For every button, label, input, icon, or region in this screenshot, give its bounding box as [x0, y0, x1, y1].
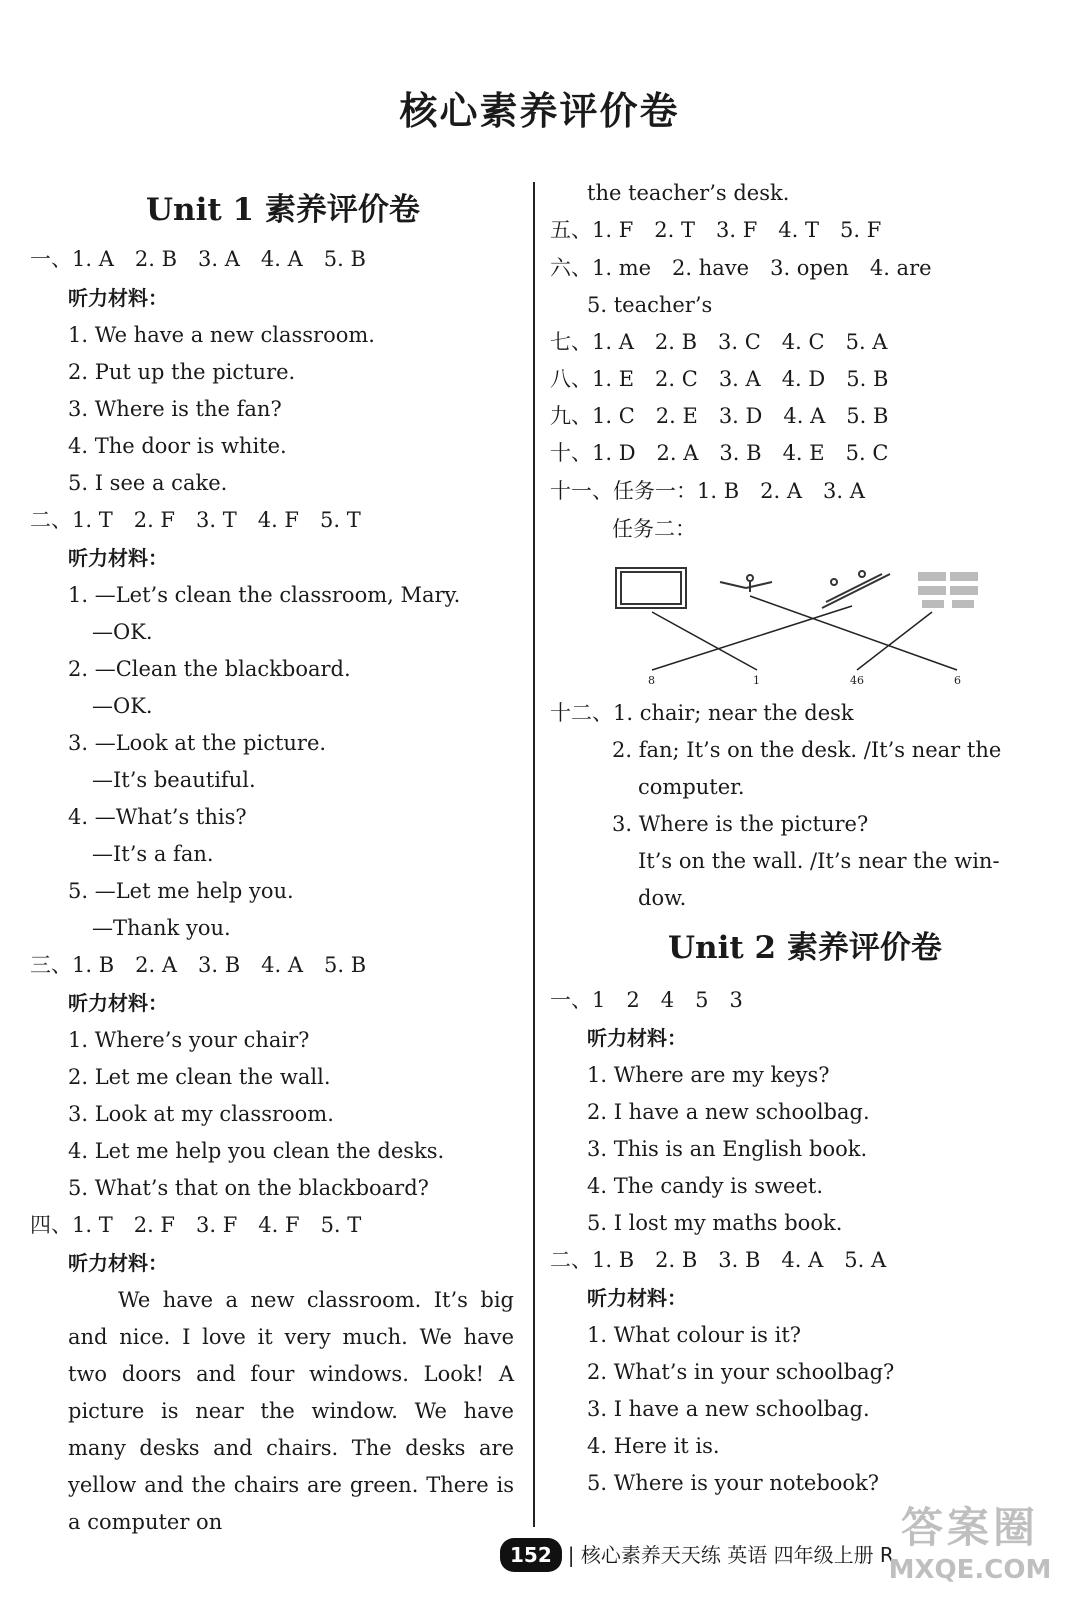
script-line: 4. —What’s this? — [68, 805, 247, 829]
script-line: 2. Put up the picture. — [68, 360, 296, 384]
page-number: 152 — [500, 1538, 562, 1572]
u1-q7-answers — [550, 327, 887, 357]
q-label: 一、 — [550, 988, 592, 1012]
page-footer — [500, 1538, 894, 1572]
listening-label: 听力材料： — [68, 286, 168, 310]
u1-q12-line2: 2. fan; It’s on the desk. /It’s near the — [612, 738, 1002, 762]
faded-object-icon — [918, 572, 978, 608]
q-label: 一、 — [30, 247, 72, 271]
script-line: 1. We have a new classroom. — [68, 323, 375, 347]
script-line: 5. Where is your notebook? — [587, 1471, 880, 1495]
answer-text: 1. T 2. F 3. F 4. F 5. T — [72, 1213, 362, 1237]
u1-q12-line4: 3. Where is the picture? — [612, 812, 869, 836]
q-label: 五、 — [550, 218, 592, 242]
script-line: 4. The candy is sweet. — [587, 1174, 824, 1198]
script-line: 2. Let me clean the wall. — [68, 1065, 331, 1089]
q-label: 六、 — [550, 256, 592, 280]
answer-text: 1. F 2. T 3. F 4. T 5. F — [592, 218, 882, 242]
watermark-logo: 答案圈 — [900, 1503, 1039, 1552]
script-line: 3. Where is the fan? — [68, 397, 282, 421]
u1-q4-answers — [30, 1210, 361, 1240]
q-label: 十二、 — [550, 701, 613, 725]
answer-text: 1. B 2. B 3. B 4. A 5. A — [592, 1248, 887, 1272]
answer-text: 1. T 2. F 3. T 4. F 5. T — [72, 508, 361, 532]
watermark-url: MXQE.COM — [888, 1555, 1052, 1585]
answer-text: 1. D 2. A 3. B 4. E 5. C — [592, 441, 889, 465]
answer-text: 1 2 4 5 3 — [592, 988, 743, 1012]
listening-label: 听力材料： — [587, 1286, 687, 1310]
figure-label: 8 — [648, 674, 655, 687]
watermark — [870, 1500, 1070, 1595]
u1-q1-answers — [30, 244, 366, 274]
listening-label: 听力材料： — [68, 546, 168, 570]
listening-passage: We have a new classroom. It’s big and nice. I love it very much. We have two doors and four windows. Look! A picture is near the window. We have many desks and chairs. The desks are yellow and the chairs are green. There is a computer on — [68, 1288, 514, 1534]
script-line: 3. —Look at the picture. — [68, 731, 327, 755]
script-line: 2. —Clean the blackboard. — [68, 657, 351, 681]
answer-text: 1. me 2. have 3. open 4. are — [592, 256, 932, 280]
script-line: 5. —Let me help you. — [68, 879, 294, 903]
script-line: 4. Let me help you clean the desks. — [68, 1139, 445, 1163]
script-line: 5. I see a cake. — [68, 471, 228, 495]
script-line: 1. What colour is it? — [587, 1323, 802, 1347]
u1-q12-line3: computer. — [638, 775, 745, 799]
u1-q11-task2: 任务二： — [612, 517, 696, 541]
q-label: 十一、 — [550, 479, 613, 503]
q-label: 二、 — [30, 508, 72, 532]
u1-q12-line5: It’s on the wall. /It’s near the win- — [638, 849, 1000, 873]
unit2-title: Unit 2 素养评价卷 — [668, 930, 942, 966]
passage-continuation: the teacher’s desk. — [587, 181, 790, 205]
page-title: 核心素养评价卷 — [399, 89, 680, 133]
u1-q6-answers-2: 5. teacher’s — [587, 293, 713, 317]
matching-figure — [612, 560, 1002, 690]
script-line: —Thank you. — [92, 916, 231, 940]
unit1-title: Unit 1 素养评价卷 — [146, 192, 420, 228]
script-line: 3. This is an English book. — [587, 1137, 868, 1161]
q-label: 四、 — [30, 1213, 72, 1237]
script-line: 4. The door is white. — [68, 434, 287, 458]
u1-q12-line1 — [550, 698, 854, 728]
q-label: 十、 — [550, 441, 592, 465]
script-line: 1. —Let’s clean the classroom, Mary. — [68, 583, 461, 607]
u2-q1-answers — [550, 985, 743, 1015]
fan-icon — [720, 575, 772, 592]
u1-q5-answers — [550, 215, 881, 245]
script-line: 2. What’s in your schoolbag? — [587, 1360, 895, 1384]
q-label: 八、 — [550, 367, 592, 391]
u2-q2-answers — [550, 1245, 886, 1275]
script-line: 3. I have a new schoolbag. — [587, 1397, 870, 1421]
answer-text: 1. E 2. C 3. A 4. D 5. B — [592, 367, 889, 391]
listening-label: 听力材料： — [68, 1251, 168, 1275]
light-icon — [822, 571, 890, 608]
script-line: 2. I have a new schoolbag. — [587, 1100, 870, 1124]
script-line: 5. What’s that on the blackboard? — [68, 1176, 429, 1200]
u1-q9-answers — [550, 401, 888, 431]
answer-text: 1. chair; near the desk — [613, 701, 854, 725]
book-title: 核心素养天天练 英语 四年级上册 R — [580, 1543, 894, 1567]
answer-text: 1. A 2. B 3. A 4. A 5. B — [72, 247, 366, 271]
script-line: —It’s beautiful. — [92, 768, 256, 792]
answer-text: 1. C 2. E 3. D 4. A 5. B — [592, 404, 889, 428]
q-label: 九、 — [550, 404, 592, 428]
column-divider — [533, 182, 535, 1527]
q-label: 三、 — [30, 953, 72, 977]
u1-q6-answers — [550, 253, 932, 283]
script-line: 1. Where are my keys? — [587, 1063, 830, 1087]
listening-label: 听力材料： — [68, 991, 168, 1015]
u1-q10-answers — [550, 438, 888, 468]
script-line: —OK. — [92, 620, 153, 644]
answer-text: 1. A 2. B 3. C 4. C 5. A — [592, 330, 888, 354]
script-line: 5. I lost my maths book. — [587, 1211, 843, 1235]
listening-label: 听力材料： — [587, 1026, 687, 1050]
u1-q2-answers — [30, 505, 361, 535]
script-line: 3. Look at my classroom. — [68, 1102, 334, 1126]
figure-label: 1 — [753, 674, 760, 687]
answer-text: 1. B 2. A 3. B 4. A 5. B — [72, 953, 367, 977]
u1-q12-line6: dow. — [638, 886, 687, 910]
footer-separator: | — [567, 1543, 575, 1567]
figure-label: 6 — [954, 674, 961, 687]
script-line: —OK. — [92, 694, 153, 718]
figure-label: 46 — [850, 674, 864, 687]
matching-lines — [652, 596, 957, 670]
blackboard-icon — [616, 568, 686, 608]
q-label: 七、 — [550, 330, 592, 354]
u1-q8-answers — [550, 364, 888, 394]
script-line: 4. Here it is. — [587, 1434, 720, 1458]
u1-q11-task1 — [550, 476, 865, 506]
script-line: —It’s a fan. — [92, 842, 214, 866]
q-label: 二、 — [550, 1248, 592, 1272]
u1-q3-answers — [30, 950, 366, 980]
answer-text: 任务一：1. B 2. A 3. A — [613, 479, 865, 503]
script-line: 1. Where’s your chair? — [68, 1028, 310, 1052]
